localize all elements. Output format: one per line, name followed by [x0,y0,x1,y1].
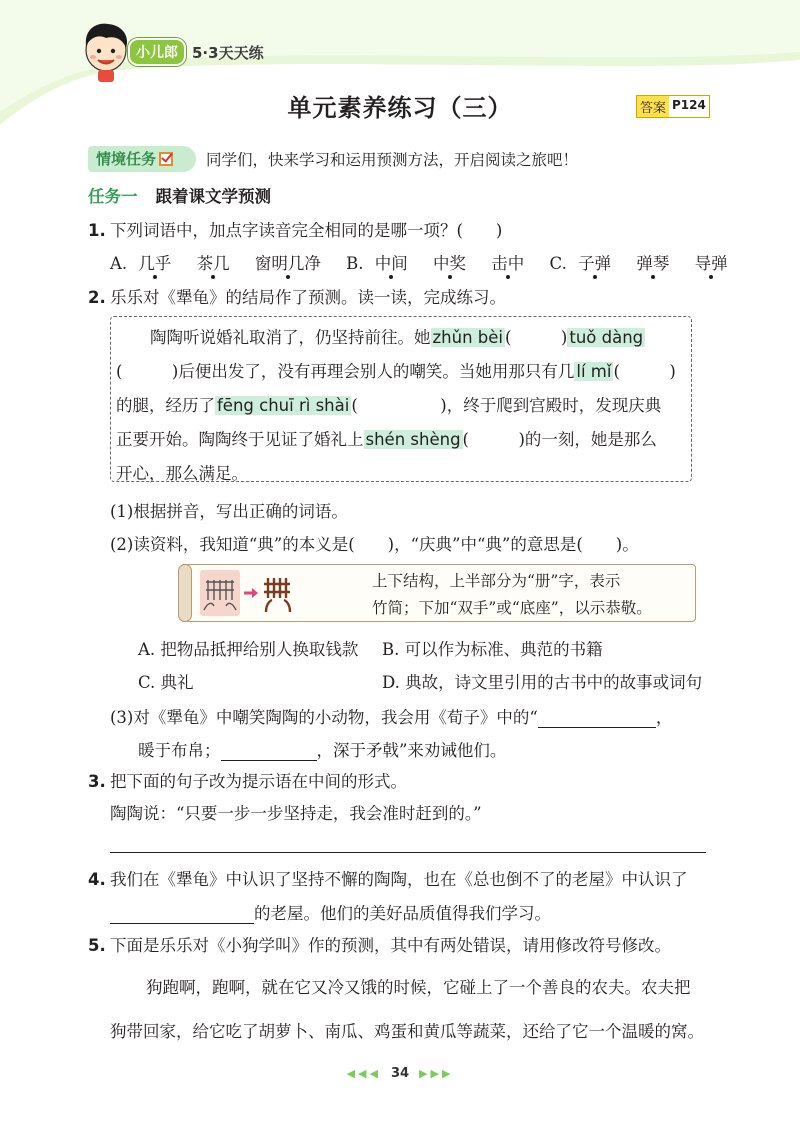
answer-paren[interactable]: ( ) [351,396,447,415]
q1-opt-b1: 中间 [375,250,408,274]
q1-opt-a3: 窗明几净 [255,250,321,274]
q1-opt-c3: 导弹 [695,250,728,274]
answer-paren[interactable]: ( ) [613,362,676,381]
answer-paren[interactable]: ( ) [505,328,568,347]
task-heading [88,183,271,207]
q3-stem: 把下面的句子改为提示语在中间的形式。 [110,772,407,791]
q2-sub1: (1)根据拼音，写出正确的词语。 [110,502,348,521]
brand [128,38,264,66]
q3-sentence: 陶陶说：“只要一步一步坚持走，我会准时赶到的。” [110,804,482,823]
q1-option-b3 [491,254,524,273]
answer-label: 答案 [637,96,669,117]
q3-stem-line [88,768,407,792]
passage-text: 开心，那么满足。 [116,464,248,483]
q1-option-b2 [433,254,466,273]
info-text-line-2: 竹简；下加“双手”或“底座”，以示恭敬。 [372,599,652,617]
q1-number: 1. [88,221,106,240]
q4-text: 我们在《犟龟》中认识了坚持不懈的陶陶，也在《总也倒不了的老屋》中认识了 [110,870,688,889]
q2-stem-line [88,284,506,308]
scroll-roll-icon [178,564,192,622]
q1-opt-a1: 几乎 [138,250,171,274]
q1-opt-a2: 茶几 [197,250,230,274]
page-number: 34 [390,1066,410,1081]
left-arrows-icon: ◀◀◀ [346,1067,381,1080]
passage-text: 陶陶听说婚礼取消了，仍坚持前往。她 [150,328,431,347]
dian-character-evolution-icon [200,570,298,616]
passage-text: 正要开始。陶陶终于见证了婚礼上 [116,430,364,449]
scenario-intro: 同学们，快来学习和运用预测方法，开启阅读之旅吧！ [206,151,579,169]
checkbox-icon [159,152,173,166]
q1-opt-c2: 弹琴 [636,250,669,274]
passage-line-5 [116,460,248,484]
q1-option-c1 [578,254,611,273]
brand-series: 5·3天天练 [192,43,264,62]
passage-line-2 [116,358,676,382]
brand-logo: 小儿郎 [128,38,186,66]
q2-option-b: B. 可以作为标准、典范的书籍 [382,640,603,659]
page-title: 单元素养练习（三） [287,94,513,122]
pinyin-shensheng: shén shèng [365,430,461,449]
info-text-line-1: 上下结构，上半部分为“册”字，表示 [372,572,621,590]
q1-opt-b2: 中奖 [433,250,466,274]
answer-tag [636,95,710,118]
q4-text: 的老屋。他们的美好品质值得我们学习。 [254,904,551,923]
q3-number: 3. [88,772,106,791]
q5-stem-line [88,932,671,956]
q1-option-c3 [695,254,728,273]
q2-sub3-text: ， [655,708,673,727]
answer-blank[interactable] [538,710,656,728]
q1-opt-b3: 击中 [491,250,524,274]
q1-option-b1 [375,254,408,273]
passage-text: ( )后便出发了，没有再理会别人的嘲笑。当她用那只有几 [116,362,575,381]
q1-option-a2 [197,254,230,273]
q4-number: 4. [88,870,106,889]
q1-option-b-label: B. [346,254,364,273]
q5-passage-line-1: 狗跑啊，跑啊，就在它又冷又饿的时候，它碰上了一个善良的农夫。农夫把 [146,978,691,997]
q2-option-a: A. 把物品抵押给别人换取钱款 [138,640,359,659]
scenario-badge [88,146,196,172]
task-title: 跟着课文学预测 [155,187,271,206]
passage-text: 的腿，经历了 [116,396,215,415]
q2-sub3-text: (3)对《犟龟》中嘲笑陶陶的小动物，我会用《荀子》中的“ [110,708,538,727]
q1-stem-line [88,217,502,241]
scenario-badge-label: 情境任务 [96,150,157,168]
q2-sub3-text: 暖于布帛； [138,741,221,760]
q1-option-a1 [138,254,171,273]
q2-sub3-line-2 [138,737,506,761]
passage-line-4 [116,426,657,450]
q1-options [110,250,728,274]
q1-stem: 下列词语中，加点字读音完全相同的是哪一项？( ) [110,221,503,240]
q5-passage-line-2: 狗带回家，给它吃了胡萝卜、南瓜、鸡蛋和黄瓜等蔬菜，还给了它一个温暖的窝。 [110,1022,704,1041]
task-label: 任务一 [88,187,138,206]
q1-option-c2 [636,254,669,273]
q1-option-c-label: C. [549,254,567,273]
right-arrows-icon: ▶▶▶ [419,1067,454,1080]
pinyin-fengchuirishai: fēng chuī rì shài [217,396,350,415]
pinyin-tuodang: tuǒ dàng [569,328,644,347]
pinyin-zhunbei: zhǔn bèi [432,328,503,347]
answer-page: P124 [669,96,709,117]
q5-number: 5. [88,936,106,955]
answer-line[interactable] [110,852,706,853]
q5-stem: 下面是乐乐对《小狗学叫》作的预测，其中有两处错误，请用修改符号修改。 [110,936,671,955]
q1-option-a-label: A. [110,254,128,273]
passage-text: ，终于爬到宫殿时，发现庆典 [446,396,662,415]
q2-sub3-line-1 [110,704,672,728]
passage-line-1 [150,324,645,348]
q2-option-c: C. 典礼 [138,673,194,692]
info-card [180,564,696,622]
q1-opt-c1: 子弹 [578,250,611,274]
mascot-boy-icon [78,20,134,82]
q2-sub3-text: ，深于矛戟”来劝诫他们。 [316,741,507,760]
answer-blank[interactable] [110,906,254,924]
q2-sub2: (2)读资料，我知道“典”的本义是( )，“庆典”中“典”的意思是( )。 [110,535,639,554]
q2-number: 2. [88,288,106,307]
q2-option-d: D. 典故，诗文里引用的古书中的故事或词句 [382,673,703,692]
passage-text: 的一刻，她是那么 [524,430,657,449]
answer-blank[interactable] [221,743,317,761]
q1-option-a3 [255,254,321,273]
pinyin-limi: lí mǐ [576,362,612,381]
q4-line-2 [110,900,551,924]
q4-line-1 [88,866,688,890]
answer-paren[interactable]: ( ) [462,430,525,449]
page-footer [0,1066,800,1081]
passage-line-3 [116,392,661,416]
q2-stem: 乐乐对《犟龟》的结局作了预测。读一读，完成练习。 [110,288,506,307]
